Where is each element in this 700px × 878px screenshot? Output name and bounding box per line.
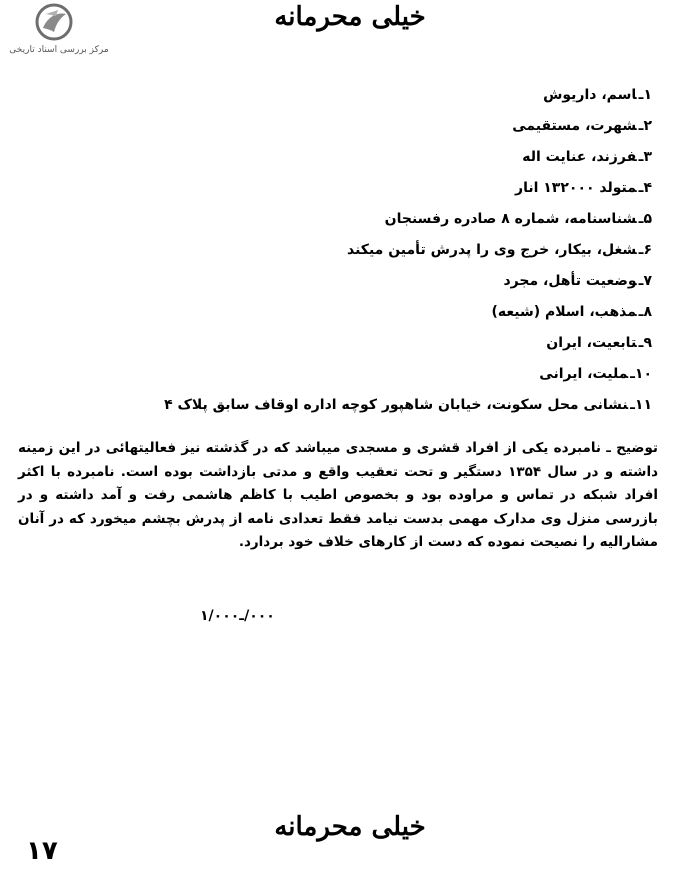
field-nationality bbox=[32, 363, 652, 394]
reference-code: ۰۰۰/ـ۱/۰۰۰ bbox=[200, 608, 275, 624]
footer-classification: خیلی محرمانه bbox=[274, 812, 426, 842]
field-number: ۶ـ bbox=[638, 242, 652, 258]
field-id-card bbox=[32, 208, 652, 239]
field-number: ۴ـ bbox=[638, 180, 652, 196]
field-number: ۱ـ bbox=[638, 87, 652, 103]
field-occupation bbox=[32, 239, 652, 270]
field-text: تابعیت، ایران bbox=[546, 335, 637, 351]
field-number: ۵ـ bbox=[638, 211, 652, 227]
explanation-paragraph: توضیح ـ نامبرده یکی از افراد قشری و مسجدی میباشد که در گذشته نیز فعالیتهائی در این زمینه داشته و در سال ۱۳۵۴ دستگیر و تحت تعقیب واقع و مدتی بازداشت بوده است. نامبرده با اکثر افراد شبکه در تماس و مراوده بود و بخصوص اطیب با کاظم هاشمی رفت و آمد داشته و در بازرسی منزل وی مدارک مهمی بدست نیامد فقط تعدادی نامه از پدرش بچشم میخورد که در آنان مشارالیه را نصیحت نموده که دست از کارهای خلاف خود بردارد. bbox=[18, 440, 658, 550]
logo-caption: مرکز بررسی اسناد تاریخی bbox=[9, 45, 109, 55]
field-name bbox=[32, 84, 652, 115]
field-number: ۹ـ bbox=[638, 335, 652, 351]
field-text: نشانی محل سکونت، خیابان شاهپور کوچه اداره اوقاف سابق پلاک ۴ bbox=[164, 397, 629, 413]
field-number: ۷ـ bbox=[638, 273, 652, 289]
field-birth bbox=[32, 177, 652, 208]
field-text: وضعیت تأهل، مجرد bbox=[503, 273, 637, 289]
header-classification: خیلی محرمانه bbox=[274, 2, 426, 32]
field-text: شغل، بیکار، خرج وی را پدرش تأمین میکند bbox=[347, 242, 637, 258]
field-number: ۱۰ـ bbox=[630, 366, 652, 382]
field-religion bbox=[32, 301, 652, 332]
field-father-name bbox=[32, 146, 652, 177]
field-text: متولد ۱۳۲۰۰۰ انار bbox=[515, 180, 637, 196]
personal-info-list bbox=[32, 84, 652, 425]
field-number: ۱۱ـ bbox=[630, 397, 652, 413]
field-surname bbox=[32, 115, 652, 146]
field-number: ۸ـ bbox=[638, 304, 652, 320]
field-text: شناسنامه، شماره ۸ صادره رفسنجان bbox=[384, 211, 637, 227]
field-address bbox=[32, 394, 652, 425]
field-marital-status bbox=[32, 270, 652, 301]
field-text: شهرت، مستقیمی bbox=[512, 118, 637, 134]
page-number: ۱۷ bbox=[26, 836, 58, 866]
field-text: فرزند، عنایت اله bbox=[522, 149, 637, 165]
field-text: مذهب، اسلام (شیعه) bbox=[491, 304, 637, 320]
field-text: ملیت، ایرانی bbox=[539, 366, 629, 382]
field-citizenship bbox=[32, 332, 652, 363]
field-number: ۳ـ bbox=[638, 149, 652, 165]
field-number: ۲ـ bbox=[638, 118, 652, 134]
field-text: اسم، داریوش bbox=[543, 87, 637, 103]
